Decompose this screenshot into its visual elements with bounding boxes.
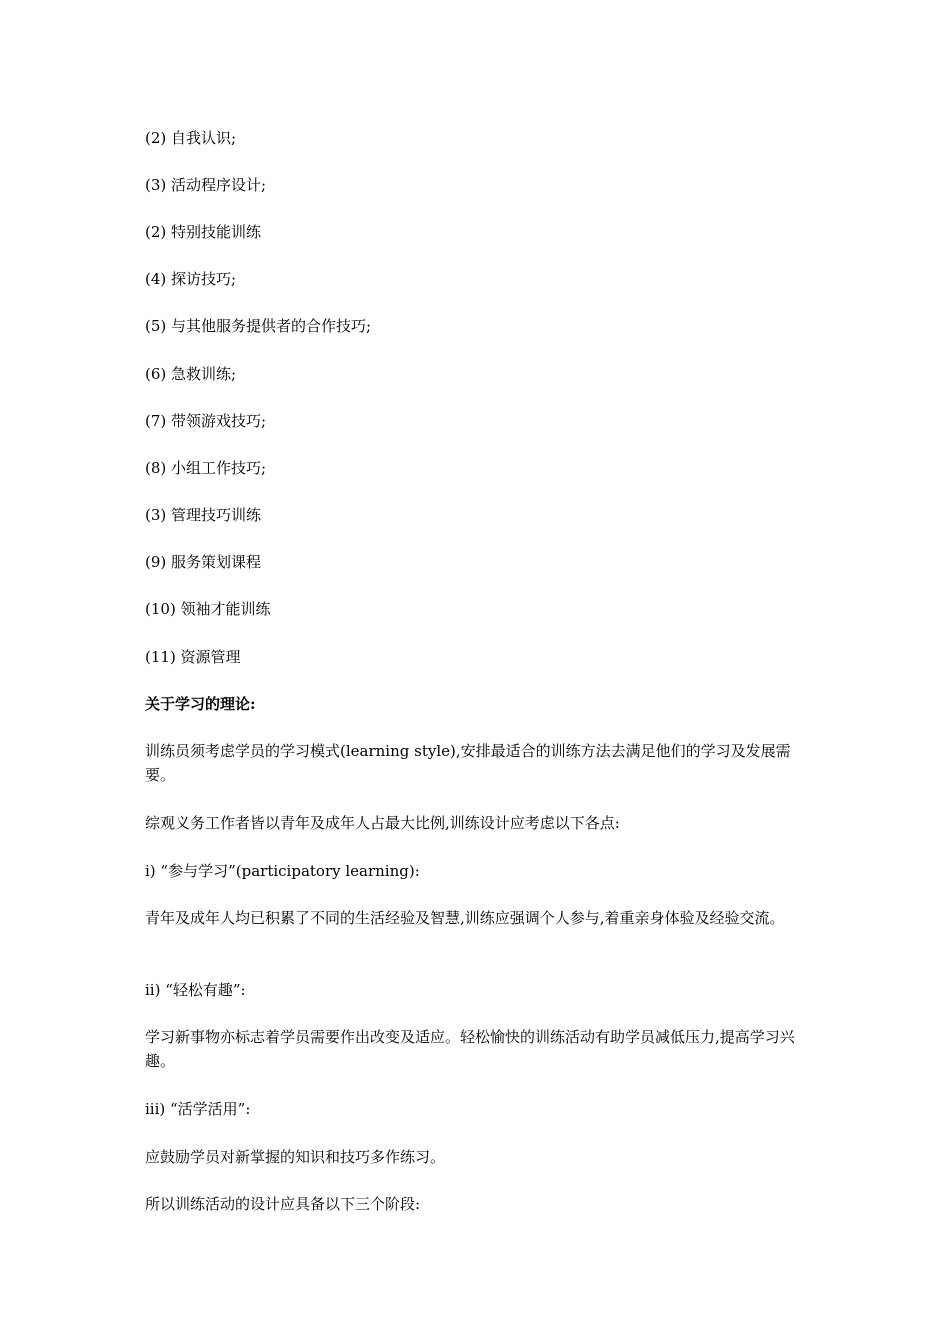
list-item: (5) 与其他服务提供者的合作技巧; [145, 317, 372, 335]
list-item: (6) 急救训练; [145, 365, 237, 383]
list-item: (9) 服务策划课程 [145, 553, 262, 571]
paragraph: 青年及成年人均已积累了不同的生活经验及智慧,训练应强调个人参与,着重亲身体验及经验交流。 [145, 909, 785, 927]
list-item: (2) 特别技能训练 [145, 223, 262, 241]
list-item: (3) 管理技巧训练 [145, 506, 262, 524]
paragraph: ii) “轻松有趣”: [145, 981, 246, 999]
paragraph: 训练员须考虑学员的学习模式(learning style),安排最适合的训练方法去满足他们的学习及发展需要。 [145, 742, 791, 784]
list-item: (11) 资源管理 [145, 648, 241, 666]
list-item: (3) 活动程序设计; [145, 176, 267, 194]
paragraph: 学习新事物亦标志着学员需要作出改变及适应。轻松愉快的训练活动有助学员减低压力,提高学习兴趣。 [145, 1028, 795, 1070]
paragraph: iii) “活学活用”: [145, 1100, 251, 1118]
paragraph: 所以训练活动的设计应具备以下三个阶段: [145, 1195, 421, 1213]
section-heading: 关于学习的理论: [145, 695, 256, 713]
list-item: (8) 小组工作技巧; [145, 459, 267, 477]
list-item: (10) 领袖才能训练 [145, 600, 271, 618]
paragraph: i) “参与学习”(participatory learning): [145, 862, 420, 880]
list-item: (2) 自我认识; [145, 129, 237, 147]
list-item: (7) 带领游戏技巧; [145, 412, 267, 430]
paragraph: 应鼓励学员对新掌握的知识和技巧多作练习。 [145, 1148, 446, 1166]
paragraph: 综观义务工作者皆以青年及成年人占最大比例,训练设计应考虑以下各点: [145, 814, 620, 832]
list-item: (4) 探访技巧; [145, 270, 237, 288]
